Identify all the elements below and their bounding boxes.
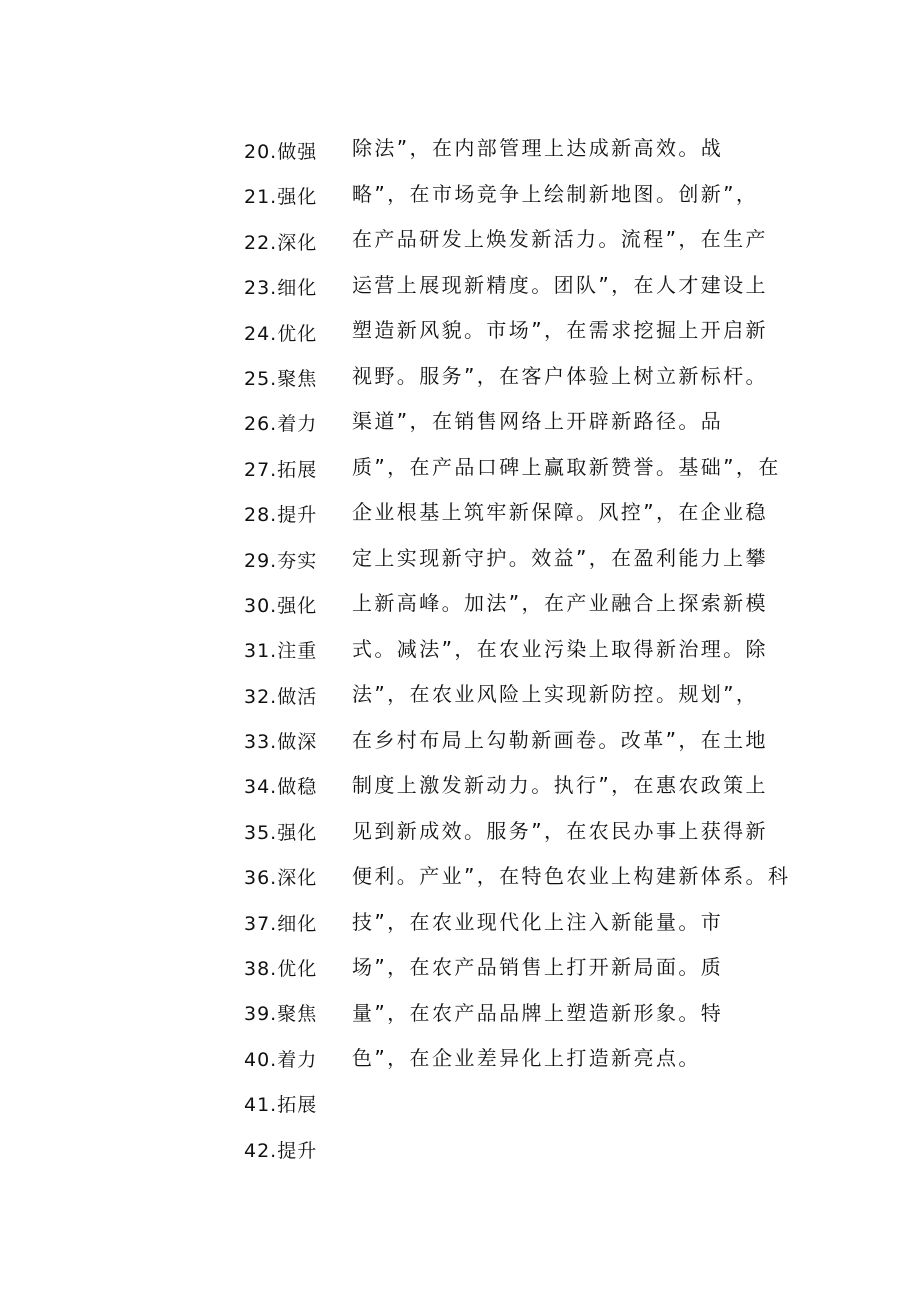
list-item: 29.夯实 [244,549,318,572]
list-item: 28.提升 [244,504,318,527]
body-text [352,130,792,1086]
list-item: 24.优化 [244,322,318,345]
text-line: 式。减法”，在农业污染上取得新治理。除 [352,636,768,661]
text-line: 见到新成效。服务”，在农民办事上获得新 [352,818,768,843]
list-item: 27.拓展 [244,458,318,481]
text-line: 法”，在农业风险上实现新防控。规划”， [352,682,759,706]
text-line: 略”，在市场竞争上绘制新地图。创新”， [352,181,759,206]
list-item: 40.着力 [244,1048,318,1071]
list-item: 26.着力 [244,413,318,436]
list-item: 20.做强 [244,141,318,163]
text-line: 制度上激发新动力。执行”，在惠农政策上 [352,773,768,797]
text-line: 场”，在农产品销售上打开新局面。质 [352,955,724,979]
text-line: 上新高峰。加法”，在产业融合上探索新模 [352,591,768,615]
text-line: 色”，在企业差异化上打造新亮点。 [352,1046,701,1070]
text-line: 企业根基上筑牢新保障。风控”，在企业稳 [352,500,768,524]
list-item: 33.做深 [244,731,318,754]
list-item: 42.提升 [244,1139,318,1162]
list-item: 32.做活 [244,685,318,708]
list-item: 30.强化 [244,594,318,617]
list-item: 39.聚焦 [244,1003,318,1026]
text-line: 定上实现新守护。效益”，在盈利能力上攀 [352,545,768,570]
numbered-list [244,134,340,1178]
text-line: 质”，在产品口碑上赢取新赞誉。基础”，在 [352,454,781,479]
text-line: 在产品研发上焕发新活力。流程”，在生产 [352,227,768,251]
list-item: 22.深化 [244,231,318,254]
text-line: 除法”，在内部管理上达成新高效。战 [352,136,724,160]
list-item: 23.细化 [244,277,318,300]
text-line: 技”，在农业现代化上注入新能量。市 [352,909,724,934]
list-item: 21.强化 [244,186,318,209]
list-item: 34.做稳 [244,776,318,799]
text-line: 渠道”，在销售网络上开辟新路径。品 [352,409,724,433]
list-item: 41.拓展 [244,1094,318,1117]
list-item: 25.聚焦 [244,367,318,390]
text-line: 量”，在农产品品牌上塑造新形象。特 [352,1000,724,1025]
text-line: 便利。产业”，在特色农业上构建新体系。科 [352,864,791,888]
list-item: 38.优化 [244,958,318,981]
list-item: 37.细化 [244,912,318,935]
text-line: 在乡村布局上勾勒新画卷。改革”，在土地 [352,727,768,752]
list-item: 36.深化 [244,867,318,890]
list-item: 31.注重 [244,640,318,663]
text-line: 运营上展现新精度。团队”，在人才建设上 [352,272,768,297]
text-line: 视野。服务”，在客户体验上树立新标杆。 [352,363,768,388]
text-line: 塑造新风貌。市场”，在需求挖掘上开启新 [352,318,768,342]
list-item: 35.强化 [244,821,318,844]
